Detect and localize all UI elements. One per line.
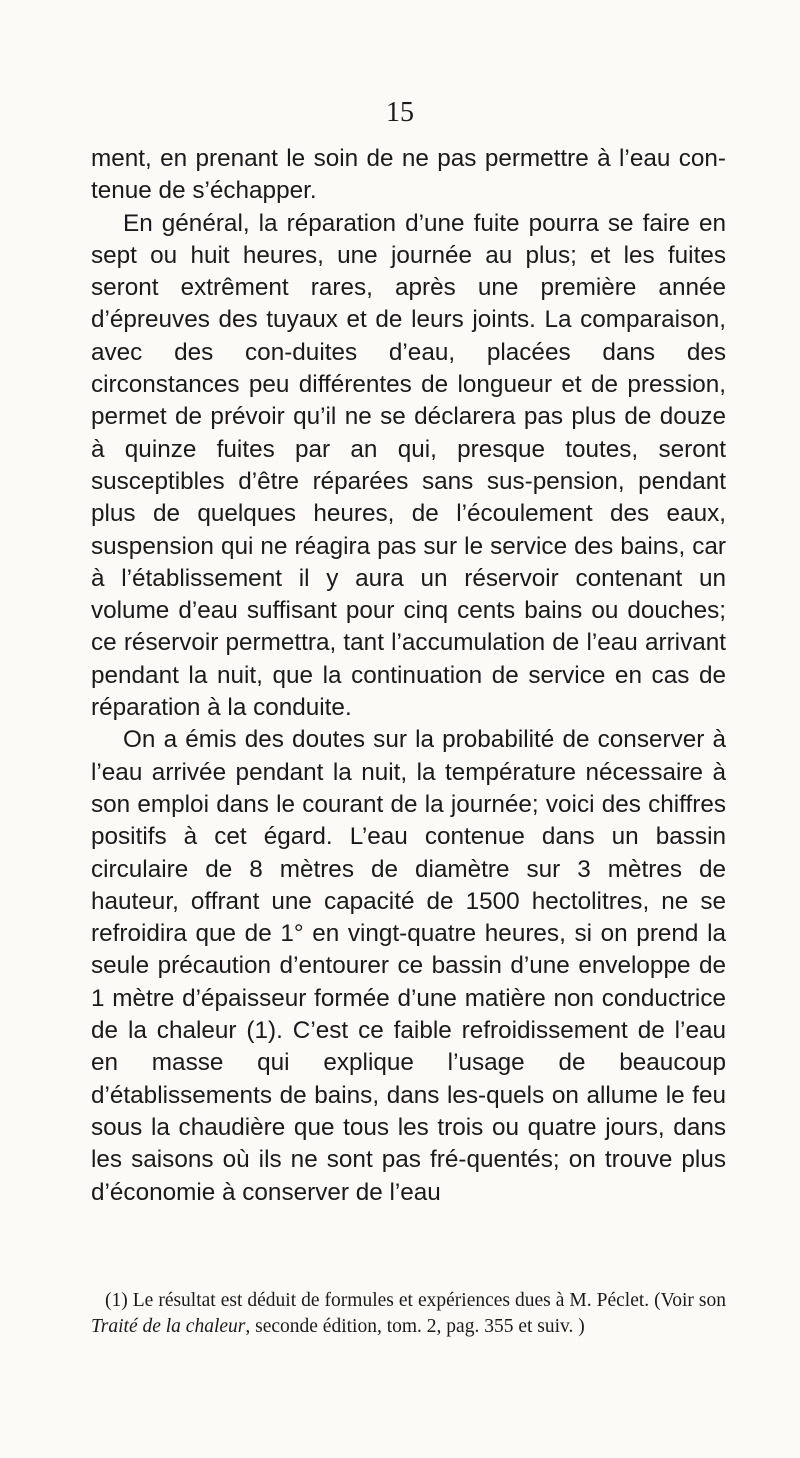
footnote-book-title: Traité de la chaleur — [91, 1316, 246, 1337]
paragraph-water-temperature: On a émis des doutes sur la probabilité de conserver à l’eau arrivée pendant la nuit, la température nécessaire à son emploi dans le courant de la journée; voici des chiffres positifs à cet égard. L’eau contenue dans un bassin circulaire de 8 mètres de diamètre sur 3 mètres de hauteur, offrant une capacité de 1500 hectolitres, ne se refroidira que de 1° en vingt-quatre heures, si on prend la seule précaution d’entourer ce bassin d’une enveloppe de 1 mètre d’épaisseur formée d’une matière non conductrice de la chaleur (1). C’est ce faible refroidissement de l’eau en masse qui explique l’usage de beaucoup d’établissements de bains, dans les-quels on allume le feu sous la chaudière que tous les trois ou quatre jours, dans les saisons où ils ne sont pas fré-quentés; on trouve plus d’économie à conserver de l’eau — [91, 726, 726, 1206]
footnote-after: , seconde édition, tom. 2, pag. 355 et suiv. ) — [245, 1316, 585, 1337]
body-text — [91, 143, 726, 1209]
footnote-before: (1) Le résultat est déduit de formules et expériences dues à M. Péclet. (Voir son — [105, 1290, 726, 1311]
footnote — [91, 1288, 726, 1340]
paragraph-repair-time: En général, la réparation d’une fuite pourra se faire en sept ou huit heures, une journée au plus; et les fuites seront extrêment rares, après une première année d’épreuves des tuyaux et de leurs joints. La comparaison, avec des con-duites d’eau, placées dans des circonstances peu différentes de longueur et de pression, permet de prévoir qu’il ne se déclarera pas plus de douze à quinze fuites par an qui, presque toutes, seront susceptibles d’être réparées sans sus-pension, pendant plus de quelques heures, de l’écoulement des eaux, suspension qui ne réagira pas sur le service des bains, car à l’établissement il y aura un réservoir contenant un volume d’eau suffisant pour cinq cents bains ou douches; ce réservoir permettra, tant l’accumulation de l’eau arrivant pendant la nuit, que la continuation de service en cas de réparation à la conduite. — [91, 209, 726, 722]
paragraph-continuation: ment, en prenant le soin de ne pas permettre à l’eau con-tenue de s’échapper. — [91, 145, 726, 205]
footnote-text — [91, 1288, 726, 1340]
page-number: 15 — [386, 97, 414, 128]
